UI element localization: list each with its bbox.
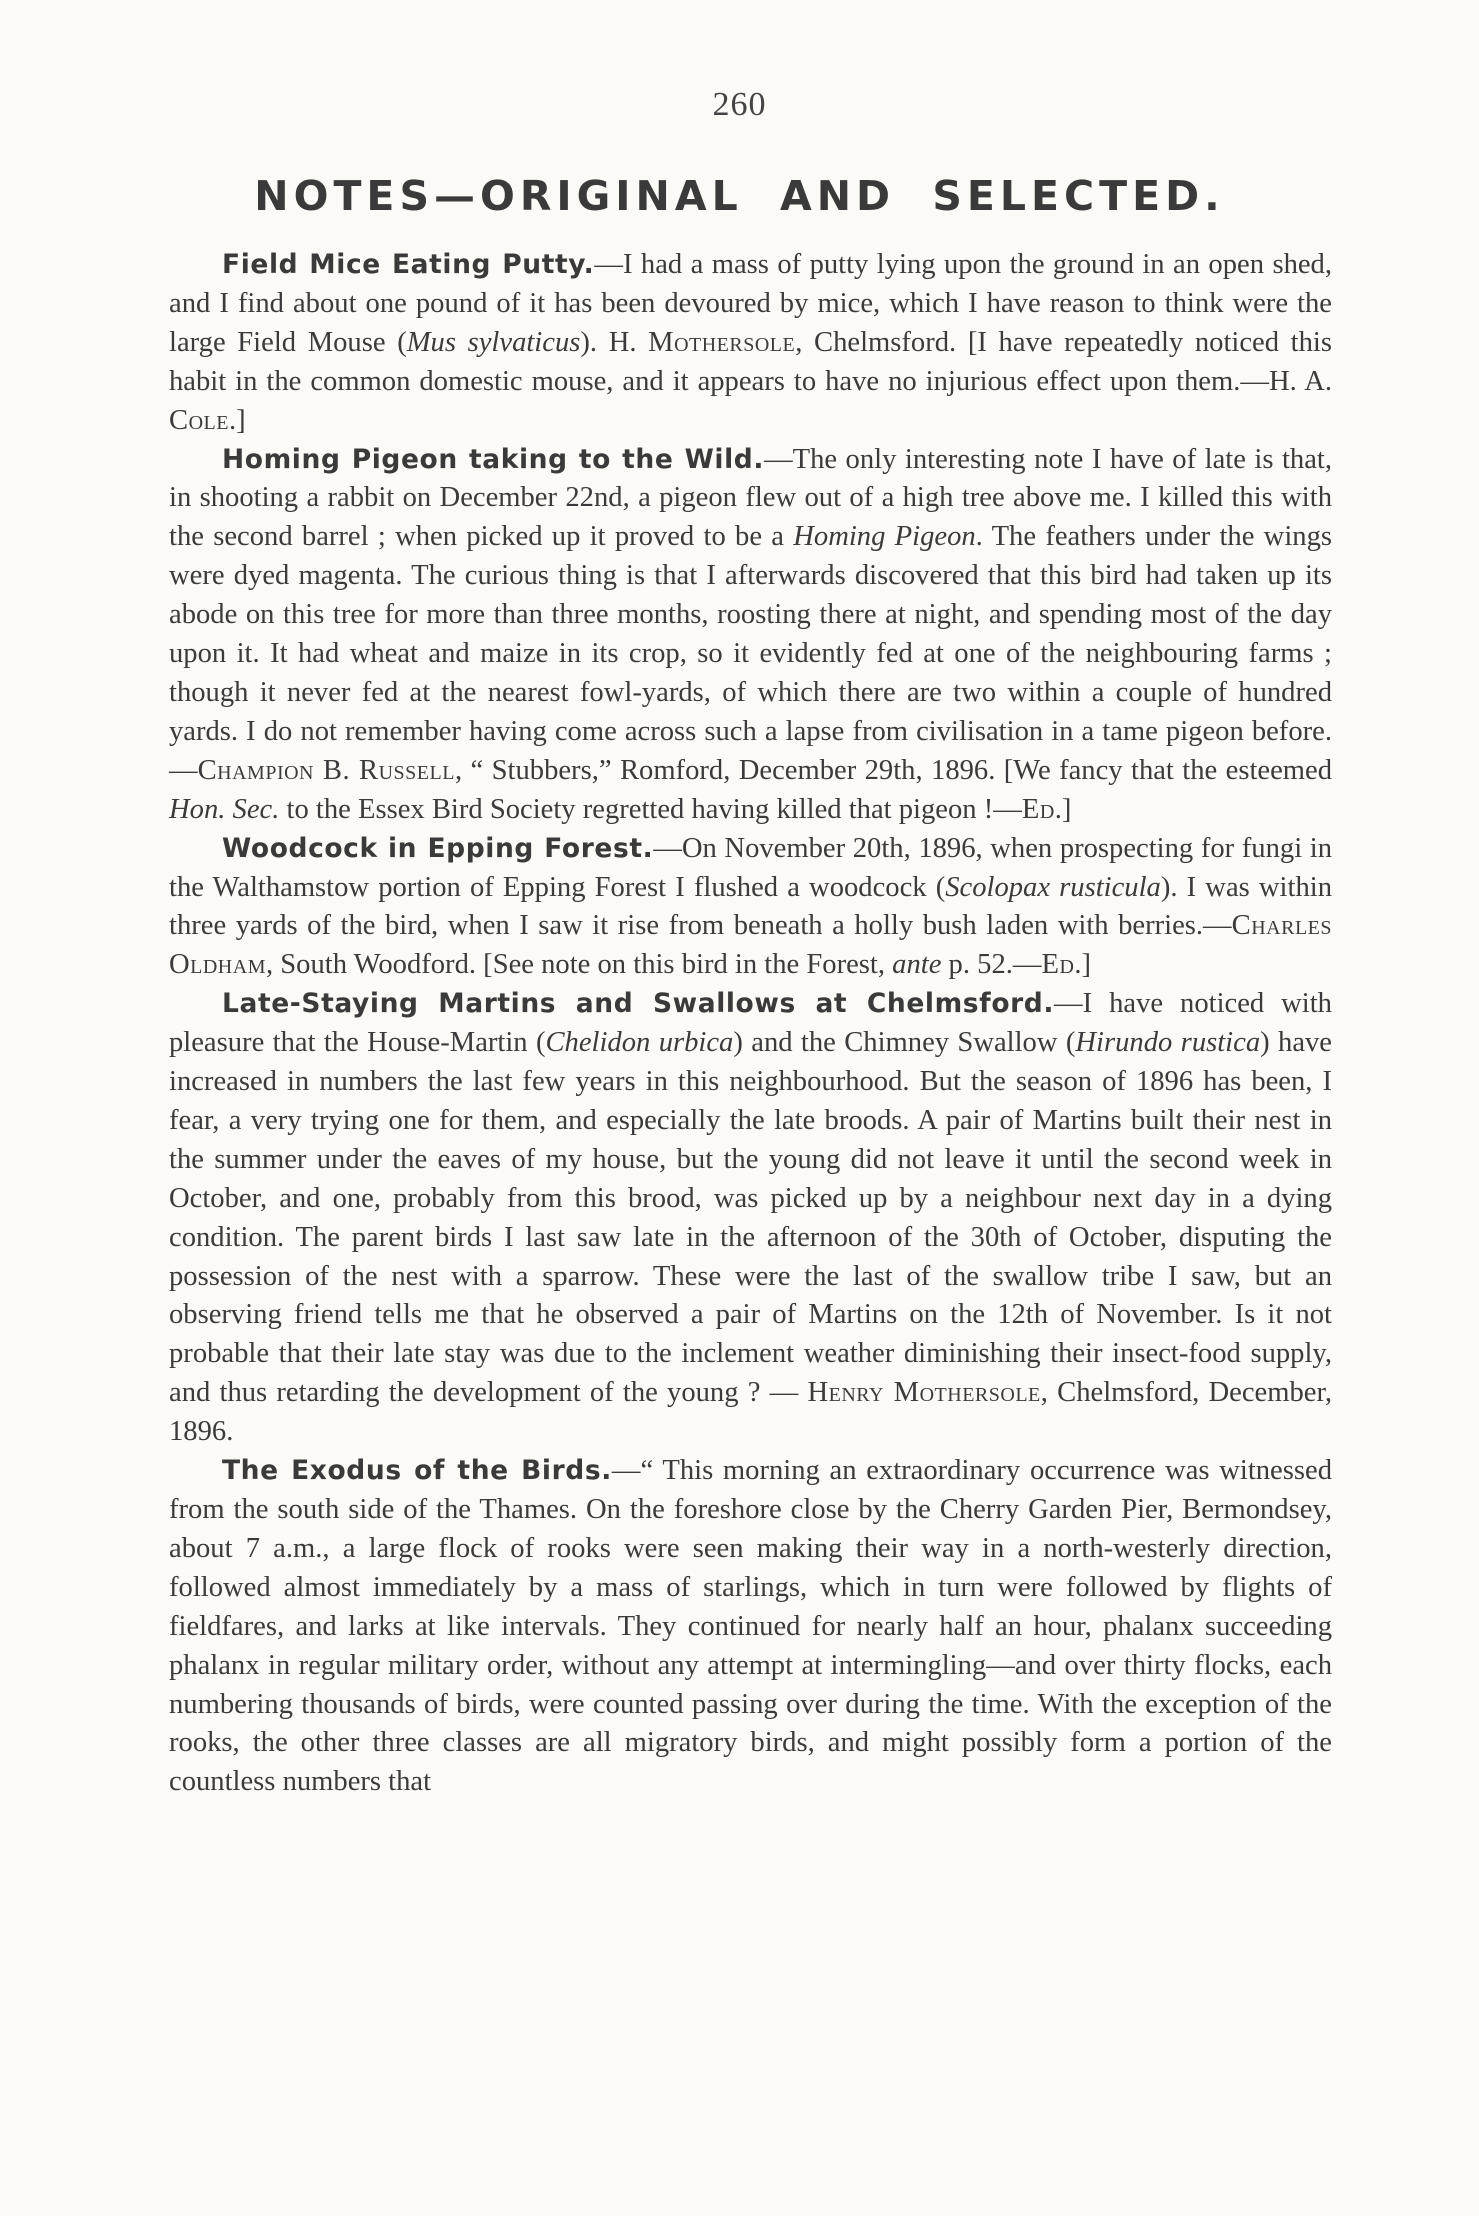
italic-text: ante	[892, 949, 942, 981]
note-text: —“ This morning an extraordinary occurrence was witnessed from the south side of the Thames. On the foreshore close by the Cherry Garden Pier, Bermondsey, about 7 a.m., a large flock of rooks were seen making their way in a north-westerly direction, followed almost immediately by a mass of starlings, which in turn were followed by flights of fieldfares, and larks at like intervals. They continued for nearly half an hour, phalanx succeeding phalanx in regular military order, without any attempt at intermingling—and over thirty flocks, each numbering thousands of birds, were counted passing over during the time. With the exception of the rooks, the other three classes are all migratory birds, and might possibly form a portion of the countless numbers that	[169, 1455, 1332, 1798]
author-name: Henry Mothersole	[807, 1377, 1041, 1409]
note-homing-pigeon	[169, 441, 1332, 830]
author-name: Cole	[169, 404, 229, 436]
note-title: Field Mice Eating Putty.	[222, 249, 595, 280]
note-text: .]	[228, 404, 246, 436]
species-name: Scolopax rusticula	[945, 871, 1161, 903]
italic-text: Hon. Sec.	[169, 793, 280, 825]
note-field-mice	[169, 246, 1332, 441]
note-text: ) have increased in numbers the last few years in this neighbourhood. But the season of 1896 has been, I fear, a very trying one for them, and especially the late broods. A pair of Martins built their nest in the summer under the eaves of my house, but the young did not leave it until the second week in October, and one, probably from this brood, was picked up by a neighbour next day in a dying condition. The parent birds I last saw late in the afternoon of the 30th of October, disputing the possession of the nest with a sparrow. These were the last of the swallow tribe I saw, but an observing friend tells me that he observed a pair of Martins on the 12th of November. Is it not probable that their late stay was due to the inclement weather diminishing their insect-food supply, and thus retarding the development of the young ? —	[169, 1027, 1332, 1409]
species-name: Chelidon urbica	[545, 1027, 734, 1059]
note-text: —I had a mass of putty lying upon the ground in an open shed, and I find about one pound of it has been devoured by mice, which I have reason to think were the large Field Mouse (	[169, 249, 1332, 358]
note-text: .]	[1074, 949, 1092, 981]
page-heading: NOTES—ORIGINAL AND SELECTED.	[254, 172, 1225, 220]
author-name: Mothersole	[648, 326, 796, 358]
notes-body	[169, 246, 1332, 1802]
note-text: . The feathers under the wings were dyed magenta. The curious thing is that I afterwards discovered that this bird had taken up its abode on this tree for more than three months, roosting there at night, and spending most of the day upon it. It had wheat and maize in its crop, so it evidently fed at one of the neighbouring farms ; though it never fed at the nearest fowl-yards, of which there are two within a couple of hundred yards. I do not remember having come across such a lapse from civilisation in a tame pigeon before.—	[169, 521, 1332, 786]
note-text: p. 52.—	[941, 949, 1042, 981]
author-name: Ed	[1041, 949, 1075, 981]
author-name: Ed	[1021, 793, 1055, 825]
note-text: —I have noticed with pleasure that the House-Martin (	[169, 988, 1332, 1059]
species-name: Mus sylvaticus	[406, 326, 581, 358]
note-woodcock	[169, 830, 1332, 986]
italic-text: Homing Pigeon	[793, 521, 976, 553]
page-number: 260	[712, 86, 767, 123]
species-name: Hirundo rustica	[1075, 1027, 1261, 1059]
note-martins-swallows	[169, 985, 1332, 1452]
note-title: Woodcock in Epping Forest.	[222, 832, 654, 864]
note-title: The Exodus of the Birds.	[222, 1455, 612, 1487]
note-text: , South Woodford. [See note on this bird in the Forest,	[265, 949, 893, 981]
note-text: —The only interesting note I have of late is that, in shooting a rabbit on December 22nd, a pigeon flew out of a high tree above me. I killed this with the second barrel ; when picked up it proved to be a	[169, 443, 1332, 553]
note-text: to the Essex Bird Society regretted having killed that pigeon !—	[279, 793, 1022, 825]
note-text: , Chelmsford. [I have repeatedly noticed this habit in the common domestic mouse, and it appears to have no injurious effect upon them.—H. A.	[169, 326, 1332, 397]
author-name: Charles Oldham	[169, 910, 1332, 981]
note-title: Homing Pigeon taking to the Wild.	[222, 443, 765, 475]
note-text: ). H.	[580, 326, 649, 358]
note-text: ). I was within three yards of the bird, when I saw it rise from beneath a holly bush laden with berries.—	[169, 871, 1332, 942]
note-text: —On November 20th, 1896, when prospecting for fungi in the Walthamstow portion of Epping Forest I flushed a woodcock (	[169, 832, 1332, 903]
note-text: .]	[1054, 793, 1072, 825]
note-text: , “ Stubbers,” Romford, December 29th, 1896. [We fancy that the esteemed	[454, 754, 1332, 786]
author-name: Champion B. Russell	[197, 754, 455, 786]
note-text: ) and the Chimney Swallow (	[733, 1027, 1076, 1059]
note-exodus-birds	[169, 1452, 1332, 1802]
note-text: , Chelmsford, December, 1896.	[169, 1377, 1332, 1448]
note-title: Late-Staying Martins and Swallows at Chelmsford.	[222, 988, 1055, 1020]
